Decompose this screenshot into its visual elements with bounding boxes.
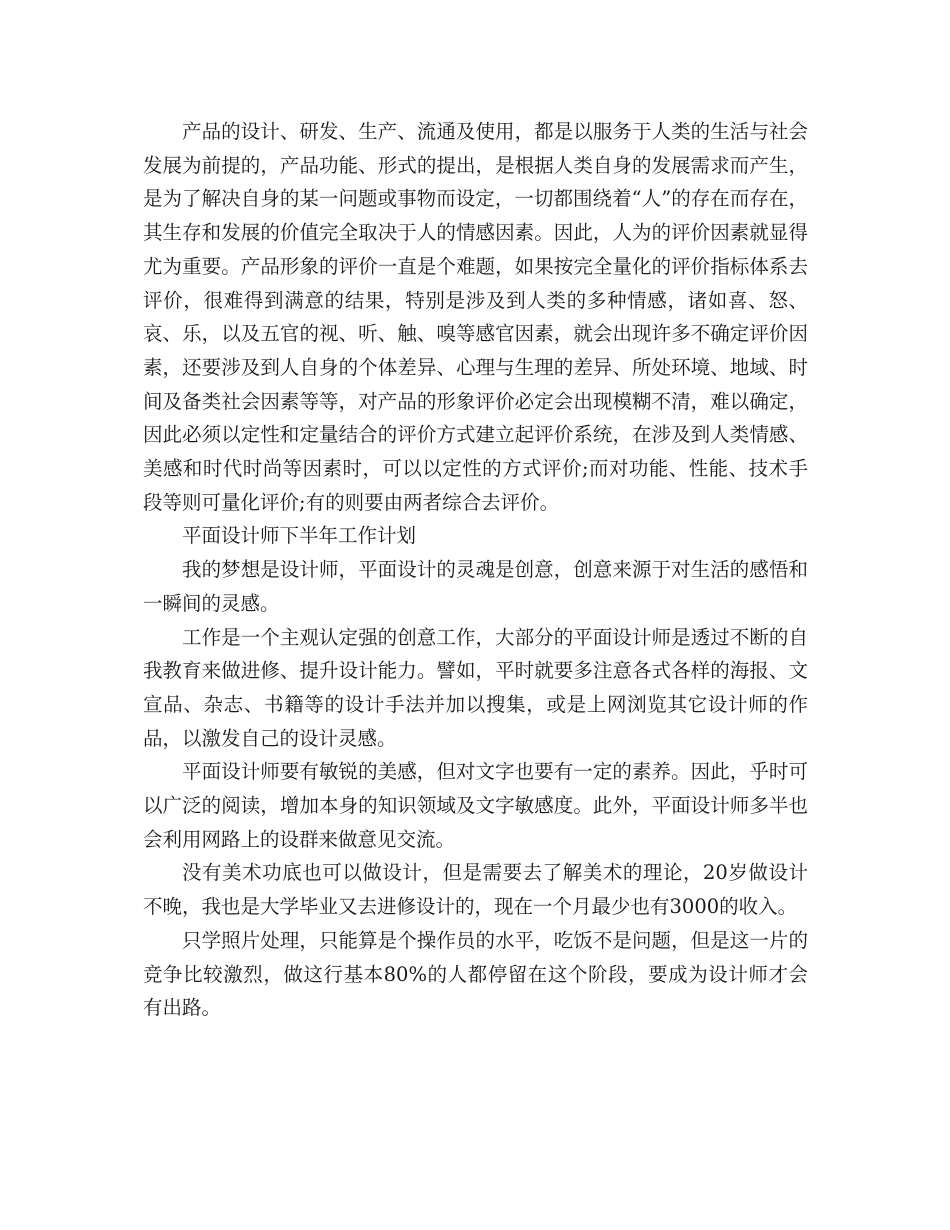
paragraph-photo-processing: 只学照片处理，只能算是个操作员的水平，吃饭不是问题，但是这一片的竞争比较激烈，做这行基本80%的人都停留在这个阶段，要成为设计师才会有出路。 [143, 928, 808, 1020]
document-body [143, 115, 808, 1025]
paragraph-self-education: 工作是一个主观认定强的创意工作，大部分的平面设计师是透过不断的自我教育来做进修、提升设计能力。譬如，平时就要多注意各式各样的海报、文宣品、杂志、书籍等的设计手法并加以搜集，或是上网浏览其它设计师的作品，以激发自己的设计灵感。 [143, 625, 808, 750]
paragraph-dream: 我的梦想是设计师，平面设计的灵魂是创意，创意来源于对生活的感悟和一瞬间的灵感。 [143, 558, 808, 615]
section-heading-work-plan: 平面设计师下半年工作计划 [182, 524, 417, 548]
paragraph-product-evaluation: 产品的设计、研发、生产、流通及使用，都是以服务于人类的生活与社会发展为前提的，产品功能、形式的提出，是根据人类自身的发展需求而产生，是为了解决自身的某一问题或事物而设定，一切都围绕着“人”的存在而存在，其生存和发展的价值完全取决于人的情感因素。因此，人为的评价因素就显得尤为重要。产品形象的评价一直是个难题，如果按完全量化的评价指标体系去评价，很难得到满意的结果，特别是涉及到人类的多种情感，诸如喜、怒、哀、乐，以及五官的视、听、触、嗅等感官因素，就会出现许多不确定评价因素，还要涉及到人自身的个体差异、心理与生理的差异、所处环境、地域、时间及备类社会因素等等，对产品的形象评价必定会出现模糊不清，难以确定，因此必须以定性和定量结合的评价方式建立起评价系统，在涉及到人类情感、美感和时代时尚等因素时，可以以定性的方式评价;而对功能、性能、技术手段等则可量化评价;有的则要由两者综合去评价。 [143, 120, 808, 514]
paragraph-aesthetics: 平面设计师要有敏锐的美感，但对文字也要有一定的素养。因此，乎时可以广泛的阅读，增加本身的知识领域及文字敏感度。此外，平面设计师多半也会利用网路上的设群来做意见交流。 [143, 760, 808, 851]
paragraph-art-foundation: 没有美术功底也可以做设计，但是需要去了解美术的理论，20岁做设计不晚，我也是大学毕业又去进修设计的，现在一个月最少也有3000的收入。 [143, 861, 808, 919]
